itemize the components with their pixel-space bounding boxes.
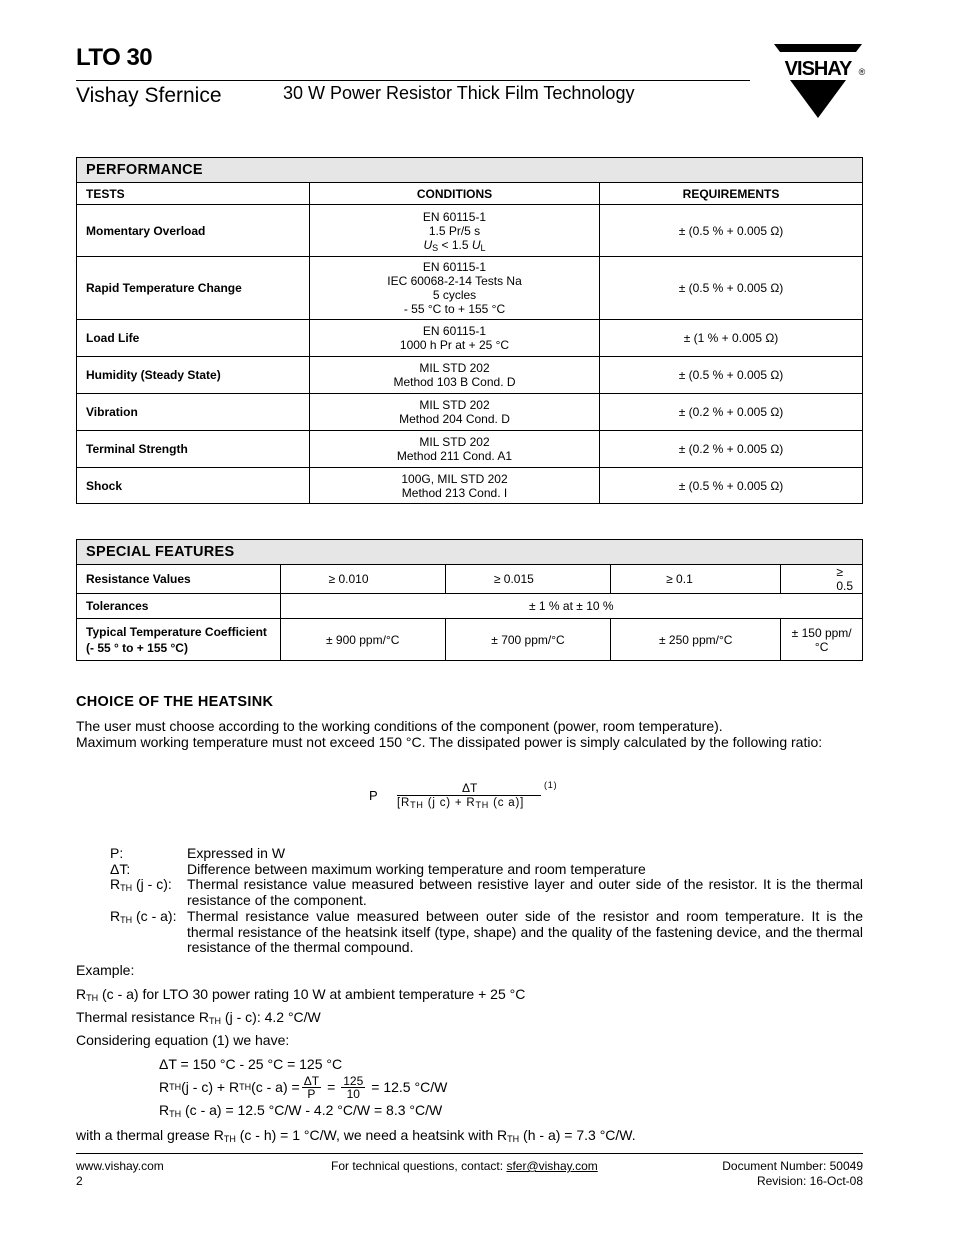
closing-line: with a thermal grease $R_{TH}$ (c - h) = 1 °C/W, we need a heatsink with $R_{TH}$ (h - a) = 7.3 °C/W. xyxy=(76,1127,636,1144)
features-title: SPECIAL FEATURES xyxy=(77,540,863,565)
test-requirement: ± (0.2 % + 0.005 Ω) xyxy=(600,394,863,431)
test-requirement: ± (1 % + 0.005 Ω) xyxy=(600,320,863,357)
col-header-conditions: CONDITIONS xyxy=(310,183,600,205)
footer-rule xyxy=(76,1153,863,1154)
special-features-table xyxy=(76,539,863,661)
equation-p: P xyxy=(369,788,378,803)
test-conditions: MIL STD 202 Method 103 B Cond. D xyxy=(310,357,600,394)
resistance-value: ≥ 0.015 xyxy=(445,565,610,594)
test-name: Rapid Temperature Change xyxy=(77,257,310,320)
test-conditions: MIL STD 202 Method 204 Cond. D xyxy=(310,394,600,431)
tcr-value: ± 150 ppm/°C xyxy=(781,619,863,661)
intro-line-2: Maximum working temperature must not exceed 150 °C. The dissipated power is simply calculated by the following ratio: xyxy=(76,734,823,750)
test-name: Momentary Overload xyxy=(77,205,310,257)
product-description: 30 W Power Resistor Thick Film Technology xyxy=(283,83,635,103)
tcr-value: ± 700 ppm/°C xyxy=(445,619,610,661)
table-row xyxy=(77,257,863,320)
test-conditions: EN 60115-1 1000 h Pr at + 25 °C xyxy=(310,320,600,357)
footer-doc-number: Document Number: 50049 xyxy=(722,1159,863,1173)
test-name: Terminal Strength xyxy=(77,431,310,468)
example-line-3: Considering equation (1) we have: xyxy=(76,1032,290,1048)
tcr-value: ± 900 ppm/°C xyxy=(280,619,445,661)
test-conditions: EN 60115-1 IEC 60068-2-14 Tests Na 5 cycles - 55 °C to + 155 °C xyxy=(310,257,600,320)
registered-mark: ® xyxy=(858,67,866,77)
definition-item xyxy=(110,877,863,908)
col-header-tests: TESTS xyxy=(77,183,310,205)
definition-term: $R_{TH}$ (j - c): xyxy=(110,876,172,894)
col-header-requirements: REQUIREMENTS xyxy=(600,183,863,205)
header-rule xyxy=(76,80,750,81)
calc-line-1: ΔT = 150 °C - 25 °C = 125 °C xyxy=(159,1056,343,1072)
equation-reference: (1) xyxy=(544,780,558,790)
test-requirement: ± (0.5 % + 0.005 Ω) xyxy=(600,357,863,394)
example-line-2: Thermal resistance $R_{TH}$ (j - c): 4.2 °C/W xyxy=(76,1009,321,1026)
calc-line-2: R TH (j - c) + R TH (c - a) = $\frac{\Delta T}{P}$ = $\frac{125}{10}$ = 12.5 °C/W xyxy=(159,1073,448,1101)
table-row xyxy=(77,468,863,504)
resistance-label: Resistance Values xyxy=(77,565,281,594)
performance-table xyxy=(76,157,863,504)
equation-fraction-bar xyxy=(397,795,541,796)
test-requirement: ± (0.5 % + 0.005 Ω) xyxy=(600,468,863,504)
table-row xyxy=(77,205,863,257)
footer-revision: Revision: 16-Oct-08 xyxy=(756,1174,863,1188)
test-name: Vibration xyxy=(77,394,310,431)
test-name: Humidity (Steady State) xyxy=(77,357,310,394)
definition-desc: Thermal resistance value measured between outer side of the resistor and room temperature. It is the thermal resistance of the heatsink itself (type, shape) and the quality of the fastening device, and the thermal resistance of the thermal compound. xyxy=(187,907,863,956)
test-conditions: 100G, MIL STD 202 Method 213 Cond. I xyxy=(310,468,600,504)
performance-header-row xyxy=(77,183,863,205)
table-row xyxy=(77,565,863,594)
table-row xyxy=(77,357,863,394)
resistance-value: ≥ 0.010 xyxy=(280,565,445,594)
definition-term: P: xyxy=(110,845,124,861)
definition-desc: Thermal resistance value measured between resistive layer and outer side of the resistor. It is the thermal resistance of the component. xyxy=(187,876,863,909)
contact-email-link[interactable]: sfer@vishay.com xyxy=(506,1159,598,1173)
table-row xyxy=(77,619,863,661)
definition-desc: Difference between maximum working temperature and room temperature xyxy=(187,860,646,877)
equation-numerator: ΔT xyxy=(462,781,478,795)
brand-subline: Vishay Sfernice xyxy=(76,84,222,107)
example-line-1: $R_{TH}$ (c - a) for LTO 30 power rating 10 W at ambient temperature + 25 °C xyxy=(76,986,526,1003)
definition-item xyxy=(110,909,863,956)
table-row xyxy=(77,594,863,619)
definition-term: ΔT: xyxy=(110,860,131,877)
performance-title-row xyxy=(77,158,863,183)
footer-page-number: 2 xyxy=(76,1174,83,1188)
test-requirement: ± (0.5 % + 0.005 Ω) xyxy=(600,257,863,320)
features-title-row xyxy=(77,540,863,565)
intro-line-1: The user must choose according to the working conditions of the component (power, room temperature). xyxy=(76,718,723,734)
logo-wordmark: VISHAY xyxy=(784,58,852,80)
table-row xyxy=(77,394,863,431)
example-label: Example: xyxy=(76,962,135,978)
definition-item xyxy=(110,862,863,878)
vishay-logo xyxy=(770,42,866,122)
tcr-label: Typical Temperature Coefficient (- 55 ° to + 155 °C) xyxy=(77,619,281,661)
footer-contact: For technical questions, contact: sfer@vishay.com xyxy=(331,1159,598,1173)
document-title: LTO 30 xyxy=(76,44,153,71)
resistance-value: ≥ 0.5 xyxy=(781,565,863,594)
resistance-value: ≥ 0.1 xyxy=(611,565,781,594)
test-name: Load Life xyxy=(77,320,310,357)
table-row xyxy=(77,320,863,357)
definition-item xyxy=(110,846,863,862)
tolerance-value: ± 1 % at ± 10 % xyxy=(280,594,862,619)
test-conditions: MIL STD 202 Method 211 Cond. A1 xyxy=(310,431,600,468)
heatsink-heading: CHOICE OF THE HEATSINK xyxy=(76,694,274,710)
test-conditions: EN 60115-1 1.5 Pr/5 s $U_S < 1.5$ $U_L$ xyxy=(310,205,600,257)
equation-denominator: [$R_{TH}$ (j $c) + R_{TH}$ (c a)] xyxy=(397,797,525,810)
test-requirement: ± (0.5 % + 0.005 Ω) xyxy=(600,205,863,257)
footer-website[interactable]: www.vishay.com xyxy=(76,1159,164,1173)
performance-title: PERFORMANCE xyxy=(77,158,863,183)
test-requirement: ± (0.2 % + 0.005 Ω) xyxy=(600,431,863,468)
tcr-value: ± 250 ppm/°C xyxy=(611,619,781,661)
table-row xyxy=(77,431,863,468)
calc-line-3: $R_{TH}$ (c - a) = 12.5 °C/W - 4.2 °C/W = 8.3 °C/W xyxy=(159,1102,443,1119)
fraction-dt-p: $\frac{\Delta T}{P}$ xyxy=(303,1073,320,1101)
tolerance-label: Tolerances xyxy=(77,594,281,619)
definition-term: $R_{TH}$ (c - a): xyxy=(110,907,177,925)
fraction-125-10: $\frac{125}{10}$ xyxy=(343,1073,364,1101)
definition-desc: Expressed in W xyxy=(187,845,286,861)
test-name: Shock xyxy=(77,468,310,504)
definition-list xyxy=(110,846,863,956)
